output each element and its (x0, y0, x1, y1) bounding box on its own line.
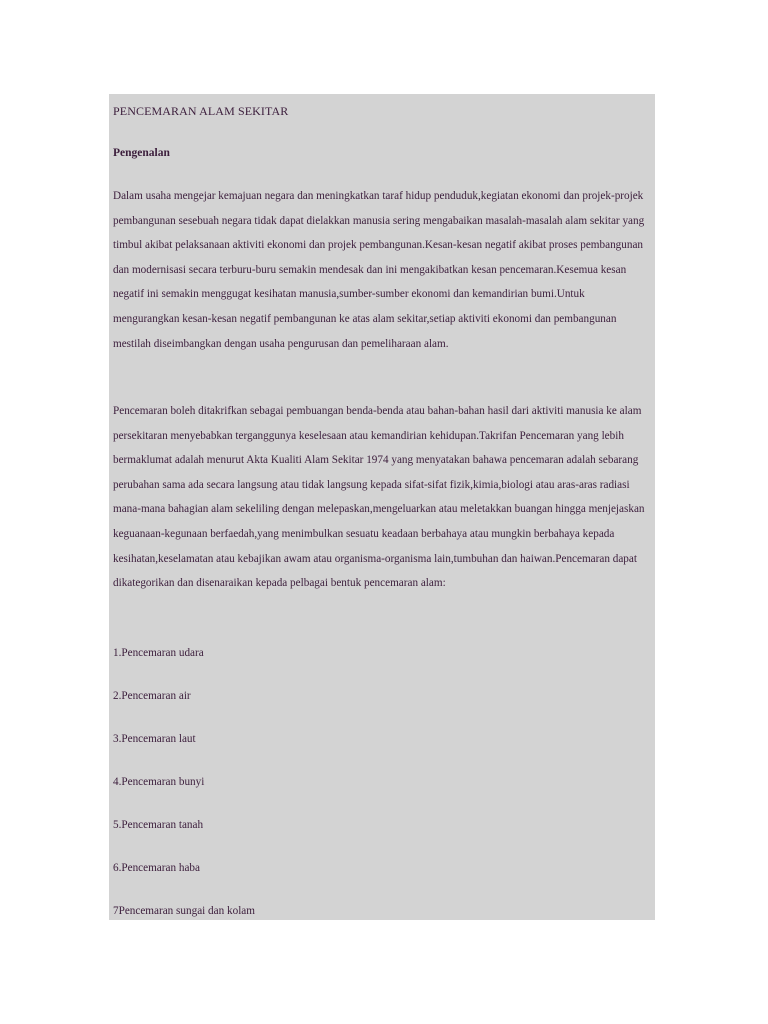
list-item: 6.Pencemaran haba (113, 862, 200, 874)
list-item: 1.Pencemaran udara (113, 647, 204, 659)
list-item: 4.Pencemaran bunyi (113, 776, 205, 788)
list-item: 7Pencemaran sungai dan kolam (113, 905, 255, 917)
paragraph-intro: Dalam usaha mengejar kemajuan negara dan meningkatkan taraf hidup penduduk,kegiatan ekonomi dan projek-projek pembangunan sesebuah negara tidak dapat dielakkan manusia sering mengabaikan masalah-masalah alam sekitar yang timbul akibat pelaksanaan aktiviti ekonomi dan projek pembangunan.Kesan-kesan negatif akibat proses pembangunan dan modernisasi secara terburu-buru semakin mendesak dan ini mengakibatkan kesan pencemaran.Kesemua kesan negatif ini semakin menggugat kesihatan manusia,sumber-sumber ekonomi dan kemandirian bumi.Untuk mengurangkan kesan-kesan negatif pembangunan ke atas alam sekitar,setiap aktiviti ekonomi dan pembangunan mestilah diseimbangkan dengan usaha pengurusan dan pemeliharaan alam. (113, 190, 645, 350)
list-item: 3.Pencemaran laut (113, 733, 196, 745)
document-panel (109, 94, 655, 920)
paragraph-definition: Pencemaran boleh ditakrifkan sebagai pembuangan benda-benda atau bahan-bahan hasil dari aktiviti manusia ke alam persekitaran menyebabkan terganggunya keselesaan atau kemandirian kehidupan.Takrifan Pencemaran yang lebih bermaklumat adalah menurut Akta Kualiti Alam Sekitar 1974 yang menyatakan bahawa pencemaran adalah sebarang perubahan sama ada secara langsung atau tidak langsung kepada sifat-sifat fizik,kimia,biologi atau aras-aras radiasi mana-mana bahagian alam sekeliling dengan melepaskan,mengeluarkan atau meletakkan buangan hingga menjejaskan keguanaan-kegunaan berfaedah,yang menimbulkan sesuatu keadaan berbahaya atau mungkin berbahaya kepada kesihatan,keselamatan atau kebajikan awam atau organisma-organisma lain,tumbuhan dan haiwan.Pencemaran dapat dikategorikan dan disenaraikan kepada pelbagai bentuk pencemaran alam: (113, 405, 645, 590)
list-item: 2.Pencemaran air (113, 690, 191, 702)
document-title: PENCEMARAN ALAM SEKITAR (113, 104, 289, 118)
section-heading: Pengenalan (113, 147, 170, 159)
list-item: 5.Pencemaran tanah (113, 819, 204, 831)
